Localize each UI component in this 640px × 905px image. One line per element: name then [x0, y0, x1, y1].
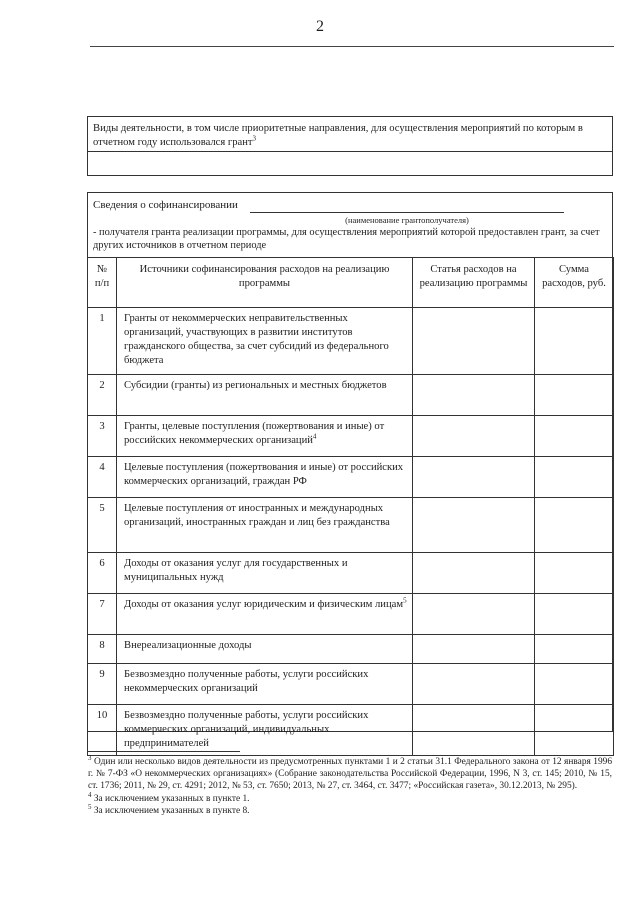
table-row: [88, 375, 614, 416]
row-amount-cell[interactable]: [535, 308, 614, 375]
row-amount-cell[interactable]: [535, 553, 614, 594]
row-amount-cell[interactable]: [535, 375, 614, 416]
row-amount-cell[interactable]: [535, 664, 614, 705]
activities-divider: [88, 151, 612, 152]
row-expense-item-cell[interactable]: [413, 664, 535, 705]
row-amount-cell[interactable]: [535, 498, 614, 553]
row-amount-cell[interactable]: [535, 457, 614, 498]
footnote-3: [88, 753, 613, 793]
row-expense-item-cell[interactable]: [413, 635, 535, 664]
row-expense-item-cell[interactable]: [413, 594, 535, 635]
row-number: 7: [88, 594, 117, 635]
header-rule: [90, 46, 614, 47]
page-number: 2: [316, 18, 324, 35]
row-source-text: Безвозмездно полученные работы, услуги российских коммерческих организаций, индивидуальных предпринимателей: [124, 710, 369, 749]
table-row: [88, 705, 614, 756]
cofinancing-section: [87, 192, 613, 749]
cofinancing-intro: - получателя гранта реализации программы, для осуществления мероприятий которой предоставлен грант, за счет других источников в отчетном периоде: [93, 227, 600, 251]
footnote-ref: 3: [252, 134, 257, 143]
row-expense-item-cell[interactable]: [413, 498, 535, 553]
row-source-text: Доходы от оказания услуг для государственных и муниципальных нужд: [124, 558, 348, 583]
col-header-expense-item: Статья расходов на реализацию программы: [413, 258, 535, 308]
row-number: 1: [88, 308, 117, 375]
table-row: [88, 594, 614, 635]
row-expense-item-cell[interactable]: [413, 416, 535, 457]
col-header-amount: Сумма расходов, руб.: [535, 258, 614, 308]
table-row: [88, 635, 614, 664]
row-source: [117, 594, 413, 635]
row-source-text: Целевые поступления (пожертвования и иные) от российских коммерческих организаций, граждан РФ: [124, 462, 404, 487]
footnote-4: [88, 790, 612, 805]
footnote-mark: 5: [88, 802, 92, 811]
row-source-text: Доходы от оказания услуг юридическим и физическим лицам: [124, 599, 404, 610]
row-source-text: Субсидии (гранты) из региональных и местных бюджетов: [124, 380, 387, 391]
cofinancing-title: Сведения о софинансировании: [93, 199, 238, 211]
recipient-caption: (наименование грантополучателя): [345, 215, 469, 225]
table-row: [88, 416, 614, 457]
col-header-source: Источники софинансирования расходов на реализацию программы: [117, 258, 413, 308]
row-number: 10: [88, 705, 117, 756]
row-expense-item-cell[interactable]: [413, 375, 535, 416]
col-header-number: № п/п: [88, 258, 117, 308]
table-row: [88, 308, 614, 375]
cofinancing-table: [87, 257, 614, 756]
row-source-text: Гранты от некоммерческих неправительственных организаций, участвующих в развитии институтов гражданского общества, за счет субсидий из федерального бюджета: [124, 313, 389, 366]
row-number: 5: [88, 498, 117, 553]
footnote-rule: [88, 751, 240, 752]
row-number: 8: [88, 635, 117, 664]
row-source: [117, 664, 413, 705]
row-source: [117, 308, 413, 375]
row-source-text: Безвозмездно полученные работы, услуги российских некоммерческих организаций: [124, 669, 369, 694]
row-source: [117, 375, 413, 416]
row-source: [117, 705, 413, 756]
row-amount-cell[interactable]: [535, 416, 614, 457]
footnote-mark: 3: [88, 753, 92, 762]
footnote-text: За исключением указанных в пункте 8.: [93, 805, 250, 816]
row-amount-cell[interactable]: [535, 594, 614, 635]
row-source-text: Внереализационные доходы: [124, 640, 252, 651]
footnote-ref: 5: [403, 596, 407, 605]
footnote-text: За исключением указанных в пункте 1.: [93, 793, 250, 804]
row-source: [117, 553, 413, 594]
row-number: 9: [88, 664, 117, 705]
row-number: 4: [88, 457, 117, 498]
row-source: [117, 416, 413, 457]
activities-label: [93, 122, 607, 150]
activities-box: [87, 116, 613, 176]
row-amount-cell[interactable]: [535, 705, 614, 756]
footnotes: [88, 753, 613, 817]
row-source-text: Целевые поступления от иностранных и международных организаций, иностранных граждан и лиц без гражданства: [124, 503, 390, 528]
row-expense-item-cell[interactable]: [413, 457, 535, 498]
row-number: 6: [88, 553, 117, 594]
table-row: [88, 457, 614, 498]
footnote-5: [88, 802, 612, 817]
table-row: [88, 553, 614, 594]
footnote-mark: 4: [88, 790, 92, 799]
table-row: [88, 498, 614, 553]
row-expense-item-cell[interactable]: [413, 705, 535, 756]
footnote-ref: 4: [312, 432, 317, 441]
row-number: 2: [88, 375, 117, 416]
recipient-name-field[interactable]: [250, 212, 564, 213]
row-source: [117, 635, 413, 664]
row-source-text: Гранты, целевые поступления (пожертвования и иные) от российских некоммерческих организаций: [124, 421, 385, 446]
table-row: [88, 664, 614, 705]
row-expense-item-cell[interactable]: [413, 553, 535, 594]
row-amount-cell[interactable]: [535, 635, 614, 664]
row-source: [117, 498, 413, 553]
activities-label-text: Виды деятельности, в том числе приоритетные направления, для осуществления мероприятий по которым в отчетном году использовался грант: [93, 123, 583, 148]
row-source: [117, 457, 413, 498]
row-expense-item-cell[interactable]: [413, 308, 535, 375]
footnote-text: Один или несколько видов деятельности из предусмотренных пунктами 1 и 2 статьи 31.1 Федерального закона от 12 января 1996 г. № 7-ФЗ «О некоммерческих организациях» (Собрание законодательства Российской Федерации, 1996, N 3, ст. 145; 2010, № 15, ст. 1736; 2011, № 29, ст. 4291; 2012, № 53, ст. 7650; 2013, № 27, ст. 3464, ст. 3477; «Российская газета», 30.12.2013, № 295).: [88, 757, 613, 792]
row-number: 3: [88, 416, 117, 457]
